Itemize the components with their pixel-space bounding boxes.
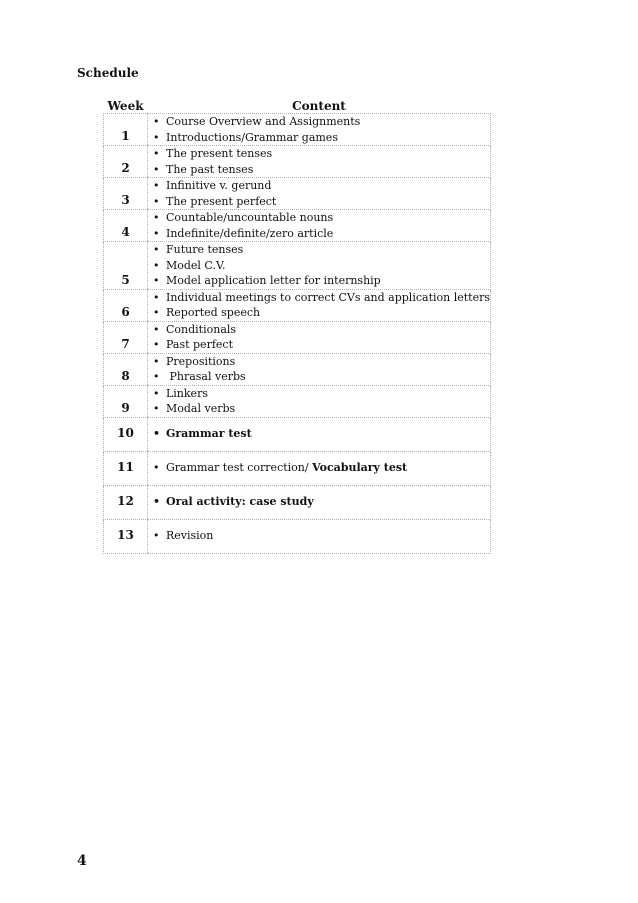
list-item-text: Future tenses xyxy=(165,243,244,256)
list-item-text: Introductions/Grammar games xyxy=(165,130,338,144)
table-header-row xyxy=(104,98,491,114)
content-list xyxy=(148,322,490,353)
content-list xyxy=(148,460,490,476)
week-number: 13 xyxy=(104,519,148,553)
list-item xyxy=(153,242,490,258)
content-cell xyxy=(147,242,490,290)
list-item xyxy=(153,305,490,321)
content-list xyxy=(148,426,490,442)
list-item-text: Oral activity: case study xyxy=(165,495,314,509)
list-item xyxy=(153,322,490,338)
week-number: 11 xyxy=(104,451,148,485)
list-item xyxy=(153,194,490,210)
list-item-text: Grammar test correction/ xyxy=(165,461,313,475)
content-cell xyxy=(147,146,490,178)
list-item-text: Conditionals xyxy=(165,322,237,336)
content-cell xyxy=(147,417,490,451)
content-cell xyxy=(147,321,490,353)
list-item-text: Past perfect xyxy=(165,338,233,351)
table-row xyxy=(104,417,491,451)
list-item xyxy=(153,210,490,226)
week-number: 5 xyxy=(104,242,148,290)
week-number: 9 xyxy=(104,385,148,417)
list-item-text: Countable/uncountable nouns xyxy=(165,211,334,224)
list-item xyxy=(153,494,490,510)
week-number: 12 xyxy=(104,485,148,519)
list-item-text: Individual meetings to correct CVs and application letters xyxy=(165,290,490,304)
list-item xyxy=(153,258,490,274)
table-row xyxy=(104,485,491,519)
table-row xyxy=(104,210,491,242)
table-row xyxy=(104,385,491,417)
content-list xyxy=(148,494,490,510)
schedule-table xyxy=(103,98,491,554)
table-row xyxy=(104,242,491,290)
list-item xyxy=(153,528,490,544)
content-list xyxy=(148,354,490,385)
list-item xyxy=(153,426,490,442)
list-item xyxy=(153,178,490,194)
content-column-header: Content xyxy=(292,99,346,113)
content-cell xyxy=(147,289,490,321)
list-item-text: Linkers xyxy=(165,386,208,400)
table-row xyxy=(104,146,491,178)
list-item-text: Indefinite/definite/zero article xyxy=(165,226,334,240)
content-list xyxy=(148,178,490,209)
list-item xyxy=(153,369,490,385)
week-number: 6 xyxy=(104,289,148,321)
list-item xyxy=(153,226,490,242)
week-number: 3 xyxy=(104,178,148,210)
list-item-text: Phrasal verbs xyxy=(165,370,246,383)
content-cell xyxy=(147,114,490,146)
content-cell xyxy=(147,451,490,485)
list-item-text: Model C.V. xyxy=(165,258,226,272)
list-item-text: Course Overview and Assignments xyxy=(165,115,361,128)
list-item xyxy=(153,401,490,417)
week-number: 8 xyxy=(104,353,148,385)
list-item xyxy=(153,273,490,289)
list-item-text: Revision xyxy=(165,529,214,543)
content-list xyxy=(148,242,490,289)
page-number: 4 xyxy=(77,853,87,869)
table-row xyxy=(104,321,491,353)
table-row xyxy=(104,178,491,210)
table-row xyxy=(104,519,491,553)
list-item-text: Prepositions xyxy=(165,354,236,368)
list-item-text: Reported speech xyxy=(165,306,261,319)
table-row xyxy=(104,289,491,321)
week-number: 7 xyxy=(104,321,148,353)
table-row xyxy=(104,114,491,146)
week-number: 10 xyxy=(104,417,148,451)
list-item-text: The present perfect xyxy=(165,194,277,208)
content-list xyxy=(148,114,490,145)
content-cell xyxy=(147,178,490,210)
list-item xyxy=(153,386,490,402)
week-number: 1 xyxy=(104,114,148,146)
list-item xyxy=(153,130,490,146)
list-item xyxy=(153,460,490,476)
content-cell xyxy=(147,519,490,553)
list-item xyxy=(153,354,490,370)
content-list xyxy=(148,210,490,241)
week-number: 2 xyxy=(104,146,148,178)
week-column-header: Week xyxy=(107,99,144,113)
schedule-rows xyxy=(104,114,491,554)
content-list xyxy=(148,290,490,321)
list-item-text: Grammar test xyxy=(165,427,252,441)
table-row xyxy=(104,451,491,485)
content-cell xyxy=(147,385,490,417)
list-item xyxy=(153,337,490,353)
list-item-text: Modal verbs xyxy=(165,402,236,415)
week-number: 4 xyxy=(104,210,148,242)
list-item-text: Infinitive v. gerund xyxy=(165,179,272,192)
table-row xyxy=(104,353,491,385)
list-item-text: The past tenses xyxy=(165,162,254,176)
list-item xyxy=(153,162,490,178)
list-item-text: Model application letter for internship xyxy=(165,274,381,287)
content-list xyxy=(148,146,490,177)
content-cell xyxy=(147,353,490,385)
list-item xyxy=(153,290,490,306)
section-heading: Schedule xyxy=(77,66,139,80)
list-item-bold-text: Vocabulary test xyxy=(312,461,408,475)
content-list xyxy=(148,528,490,544)
list-item xyxy=(153,146,490,162)
content-cell xyxy=(147,485,490,519)
content-list xyxy=(148,386,490,417)
list-item xyxy=(153,114,490,130)
content-cell xyxy=(147,210,490,242)
list-item-text: The present tenses xyxy=(165,147,273,160)
